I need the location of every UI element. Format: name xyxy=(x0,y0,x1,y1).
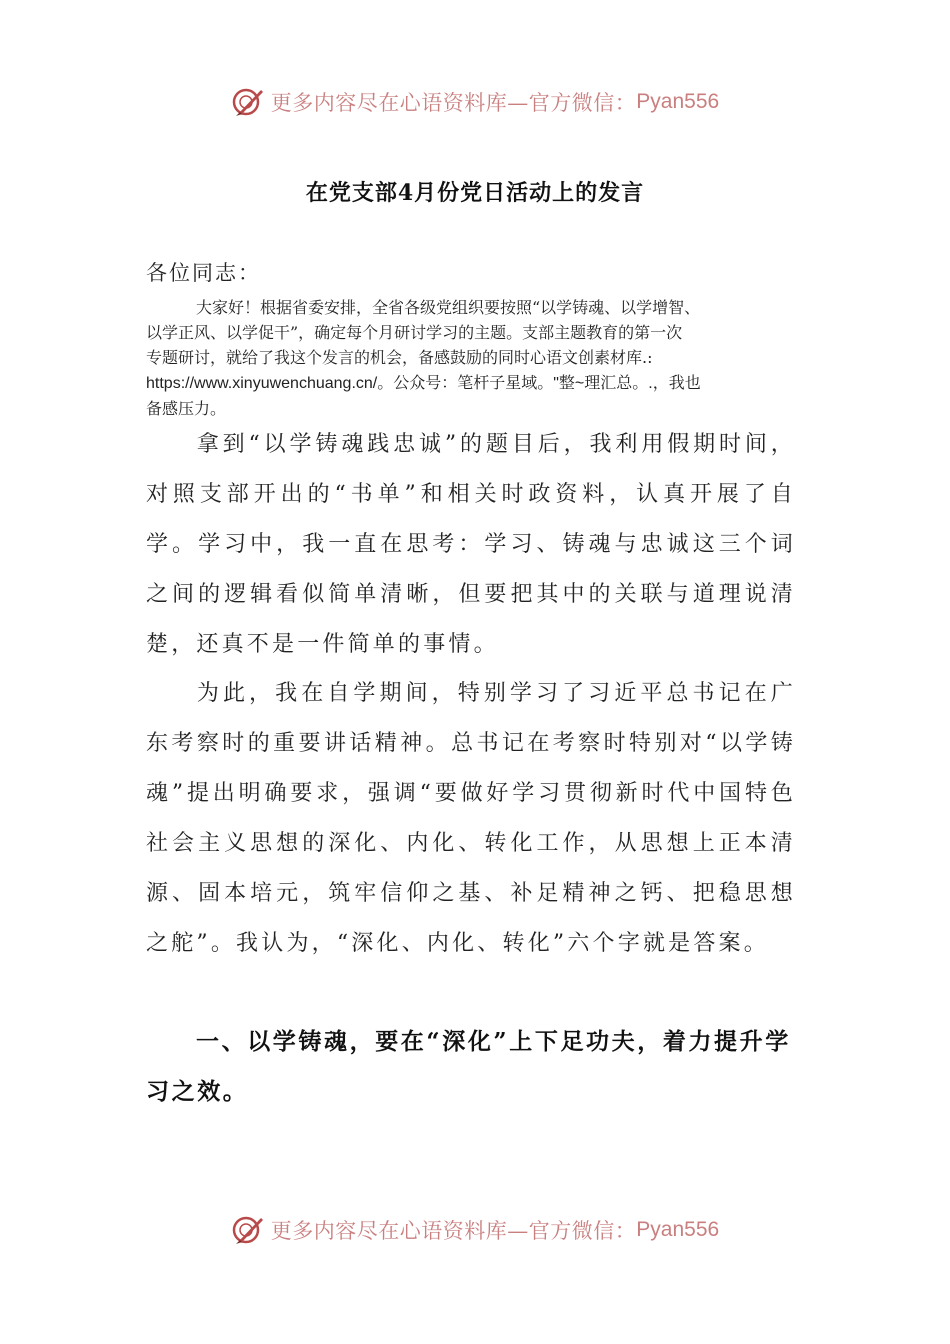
banner-handle: Pyan556 xyxy=(636,90,720,113)
body-paragraph-2-text: 为此，我在自学期间，特别学习了习近平总书记在广东考察时的重要讲话精神。总书记在考察时特别对“以学铸魂”提出明确要求，强调“要做好学习贯彻新时代中国特色社会主义思想的深化、内化、转化工作，从思想上正本清源、固本培元，筑牢信仰之基、补足精神之钙、把稳思想之舵”。我认为，“深化、内化、转化”六个字就是答案。 xyxy=(146,681,796,956)
body-paragraph-2 xyxy=(146,669,796,969)
intro-line-url: https://www.xinyuwenchuang.cn/。公众号：笔杆子星域。"整~理汇总。.，我也 xyxy=(146,375,701,392)
banner-text: 更多内容尽在心语资料库—官方微信： xyxy=(270,1219,637,1243)
body-paragraph-1 xyxy=(146,420,796,670)
body-paragraph-1-text: 拿到“以学铸魂践忠诚”的题目后，我利用假期时间，对照支部开出的“书单”和相关时政资料，认真开展了自学。学习中，我一直在思考：学习、铸魂与忠诚这三个词之间的逻辑看似简单清晰，但要把其中的关联与道理说清楚，还真不是一件简单的事情。 xyxy=(146,432,796,657)
intro-line: 专题研讨，就给了我这个发言的机会，备感鼓励的同时心语文创素材库.: xyxy=(146,348,653,367)
pen-logo-icon xyxy=(231,1213,265,1247)
intro-line: 备感压力。 xyxy=(146,399,227,418)
intro-paragraph xyxy=(146,295,806,421)
footer-banner xyxy=(0,1210,950,1250)
intro-line: 大家好！根据省委安排，全省各级党组织要按照“以学铸魂、以学增智、 xyxy=(196,298,701,317)
header-banner xyxy=(0,82,950,122)
intro-line: 以学正风、以学促干”，确定每个月研讨学习的主题。支部主题教育的第一次 xyxy=(146,323,683,342)
banner-handle: Pyan556 xyxy=(636,1218,720,1241)
section-heading-1 xyxy=(146,1017,796,1117)
banner-text: 更多内容尽在心语资料库—官方微信： xyxy=(270,91,637,115)
salutation: 各位同志： xyxy=(146,261,261,285)
document-title: 在党支部4月份党日活动上的发言 xyxy=(305,180,645,206)
section-heading-1-text: 一、以学铸魂，要在“深化”上下足功夫，着力提升学习之效。 xyxy=(146,1028,791,1105)
pen-logo-icon xyxy=(231,85,265,119)
